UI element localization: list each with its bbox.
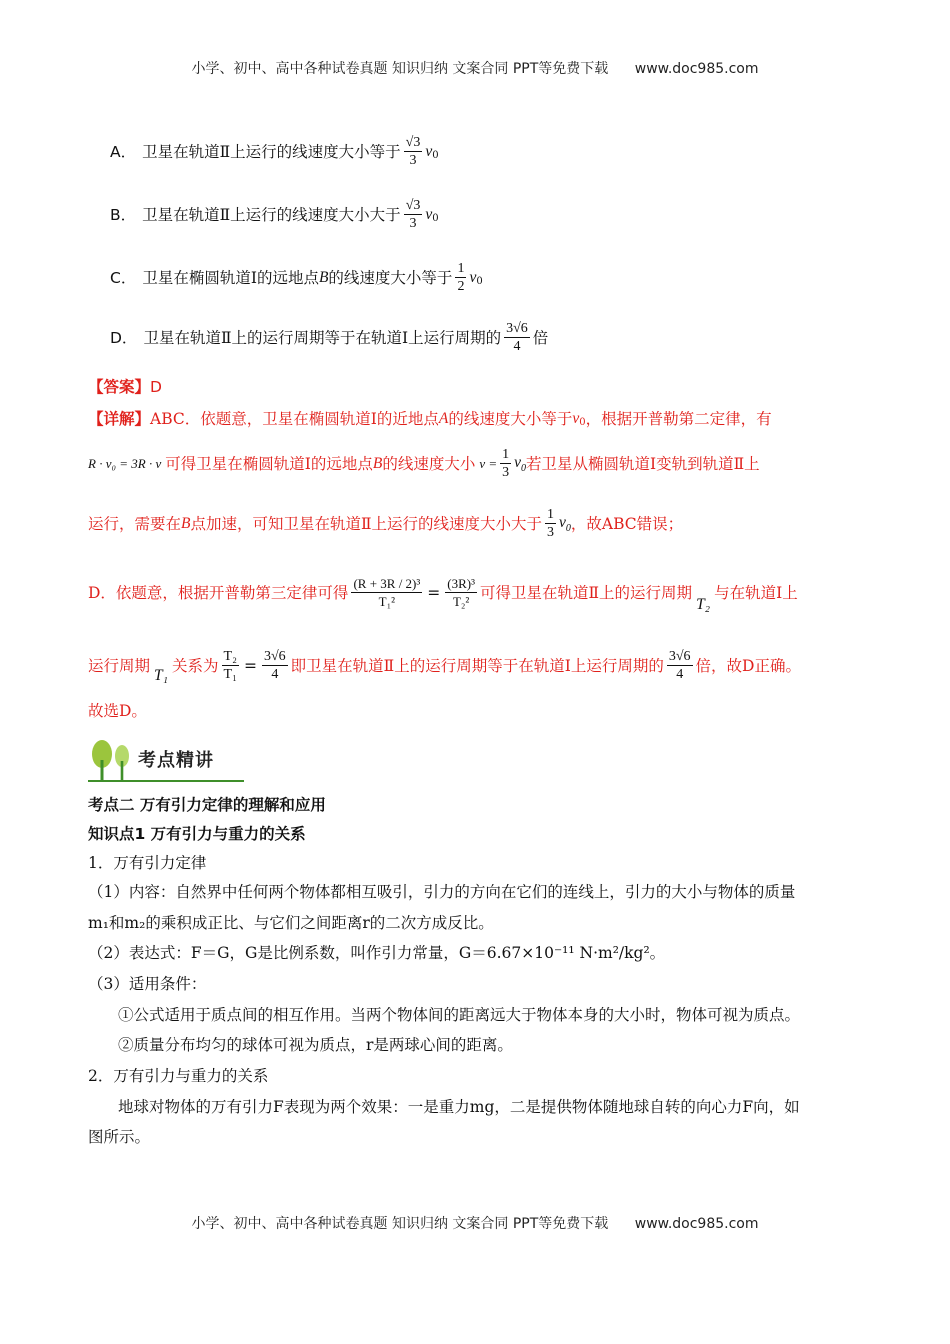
detail-l1a: ABC．依题意，卫星在椭圆轨道Ⅰ的近地点 [150,410,439,428]
detail-l3-v0: $v_0$ [559,513,571,534]
detail-l4-num2: (3R)³ [447,576,476,591]
option-c-var: v [469,268,477,286]
item-1: 1．万有引力定律 [88,854,207,872]
para-1a: （1）内容：自然界中任何两个物体都相互吸引，引力的方向在它们的连线上，引力的大小与物体的质量 [88,883,796,901]
detail-l5-fraction-3 [667,648,693,683]
option-c-fraction [455,260,466,295]
detail-l5-fraction-2 [262,648,288,683]
option-a-label: A． [110,142,137,161]
footer-text: 小学、初中、高中各种试卷真题 知识归纳 文案合同 PPT等免费下载 [191,1216,609,1232]
para-2: （2）表达式：F＝G，G是比例系数，叫作引力常量，G＝6.67×10⁻¹¹ N·m²/kg²。 [88,944,666,962]
detail-l5-den1: T₁ [223,667,237,682]
answer-bracket: 【答案】 [88,378,151,396]
detail-l2-den: 3 [502,465,510,480]
section-heading: 考点二 万有引力定律的理解和应用 [88,796,326,814]
detail-l2-v0: $v_0$ [514,453,527,474]
page-header [0,58,950,78]
detail-l2-fraction [500,446,511,481]
detail-line-1 [88,408,772,430]
option-d-fraction [504,320,530,355]
option-c-pre: 卫星在椭圆轨道Ⅰ的远地点 [142,268,319,287]
detail-l1-sub: 0 [579,417,586,428]
banner-title: 考点精讲 [138,750,214,771]
option-b-text: 卫星在轨道Ⅱ上运行的线速度大小大于 [142,205,401,224]
detail-l4-t2: T₂ [696,595,711,613]
detail-l1-point: A [438,410,449,427]
detail-line-2 [88,446,760,481]
detail-l5-num1: T₂ [223,649,237,664]
option-b-num: √3 [405,198,421,213]
detail-l3-fraction [545,506,556,541]
option-d-num: 3√6 [506,321,528,336]
header-text: 小学、初中、高中各种试卷真题 知识归纳 文案合同 PPT等免费下载 [191,61,609,77]
para-4b: 图所示。 [88,1128,151,1146]
section-banner [88,738,244,782]
option-c [110,260,483,295]
detail-l6: 故选D。 [88,702,147,720]
detail-l3-den: 3 [547,525,555,540]
detail-l3a: 运行，需要在 [88,514,182,533]
banner-underline [88,780,244,782]
detail-l5d: 倍，故D正确。 [695,656,801,675]
answer-value: D [150,378,162,396]
para-3: （3）适用条件： [88,975,207,993]
detail-l4b: 可得卫星在轨道Ⅱ上的运行周期 [480,583,693,602]
detail-line-4 [88,575,798,613]
detail-l1-var: v [572,410,580,427]
option-a-text: 卫星在轨道Ⅱ上运行的线速度大小等于 [142,142,401,161]
detail-l2c: 若卫星从椭圆轨道Ⅰ变轨到轨道Ⅱ上 [526,454,760,473]
detail-l3-point: B [181,514,191,532]
detail-line-6 [88,700,147,722]
para-3a: ①公式适用于质点间的相互作用。当两个物体间的距离远大于物体本身的大小时，物体可视为质点。 [118,1006,801,1024]
detail-l4-equals: = [427,583,441,602]
option-a-num: √3 [405,135,421,150]
detail-l2b: 的线速度大小 [382,454,476,473]
option-d [110,320,548,355]
option-a-sub: 0 [432,149,439,161]
detail-l5-num3: 3√6 [668,649,691,664]
option-a-den: 3 [409,153,417,168]
detail-l5-fraction-1 [222,648,239,683]
detail-l5-equals: = [243,656,257,675]
option-d-post: 倍 [532,328,549,347]
option-c-post: 的线速度大小等于 [328,268,453,287]
option-a-var: v [425,142,433,160]
detail-l4-den2: T₂² [452,594,470,609]
detail-l4-fraction-1 [351,575,422,610]
detail-l5-num2: 3√6 [263,649,286,664]
option-c-sub: 0 [476,275,483,287]
detail-l5a: 运行周期 [88,656,151,675]
option-c-label: C． [110,268,137,287]
footer-url: www.doc985.com [634,1216,759,1232]
detail-l4-den1: T₁² [378,594,396,609]
option-d-den: 4 [513,339,521,354]
option-d-text: 卫星在轨道Ⅱ上的运行周期等于在轨道Ⅰ上运行周期的 [143,328,502,347]
detail-line-3 [88,506,683,541]
option-d-label: D． [110,328,138,347]
para-4a: 地球对物体的万有引力F表现为两个效果：一是重力mg，二是提供物体随地球自转的向心力F向，如 [118,1098,800,1116]
tree-icon [88,738,138,782]
item-2: 2．万有引力与重力的关系 [88,1067,269,1085]
page-footer [0,1213,950,1233]
knowledge-point: 知识点1 万有引力与重力的关系 [88,825,306,843]
detail-l1c: ，根据开普勒第二定律，有 [585,410,772,428]
detail-bracket: 【详解】 [88,410,151,428]
option-c-den: 2 [457,279,465,294]
detail-l2-veq: v = [479,455,498,471]
option-a-fraction [404,134,423,169]
detail-l2-num: 1 [502,447,510,462]
detail-l4-fraction-2 [445,575,477,610]
detail-l4a: D．依题意，根据开普勒第三定律可得 [88,583,349,602]
detail-l5-den2: 4 [271,667,279,682]
detail-l3b: 点加速，可知卫星在轨道Ⅱ上运行的线速度大小大于 [190,514,543,533]
detail-l3-num: 1 [547,507,555,522]
option-b-fraction [404,197,423,232]
detail-l5b: 关系为 [172,656,219,675]
para-1b: m₁和m₂的乘积成正比、与它们之间距离r的二次方成反比。 [88,914,494,932]
answer-line [88,376,162,398]
option-c-point: B [318,268,329,286]
detail-l3c: ，故ABC错误； [570,514,684,533]
detail-l5c: 即卫星在轨道Ⅱ上的运行周期等于在轨道Ⅰ上运行周期的 [290,656,664,675]
detail-l5-t1: T₁ [154,666,169,684]
detail-l4-num1: (R + 3R / 2)³ [353,576,421,591]
detail-l2-equation: R · v₀ = 3R · v [88,455,162,471]
detail-l1b: 的线速度大小等于 [448,410,573,428]
detail-line-5 [88,648,801,683]
option-b [110,197,439,232]
detail-l4c: 与在轨道Ⅰ上 [714,583,798,602]
detail-l2-point: B [372,454,383,472]
header-url: www.doc985.com [634,61,759,77]
option-c-num: 1 [457,261,465,276]
option-b-sub: 0 [432,212,439,224]
option-b-den: 3 [409,216,417,231]
detail-l2a: 可得卫星在椭圆轨道Ⅰ的远地点 [165,454,373,473]
option-b-var: v [425,205,433,223]
para-3b: ②质量分布均匀的球体可视为质点，r是两球心间的距离。 [118,1036,513,1054]
option-a [110,134,439,169]
detail-l5-den3: 4 [676,667,684,682]
option-b-label: B． [110,205,137,224]
